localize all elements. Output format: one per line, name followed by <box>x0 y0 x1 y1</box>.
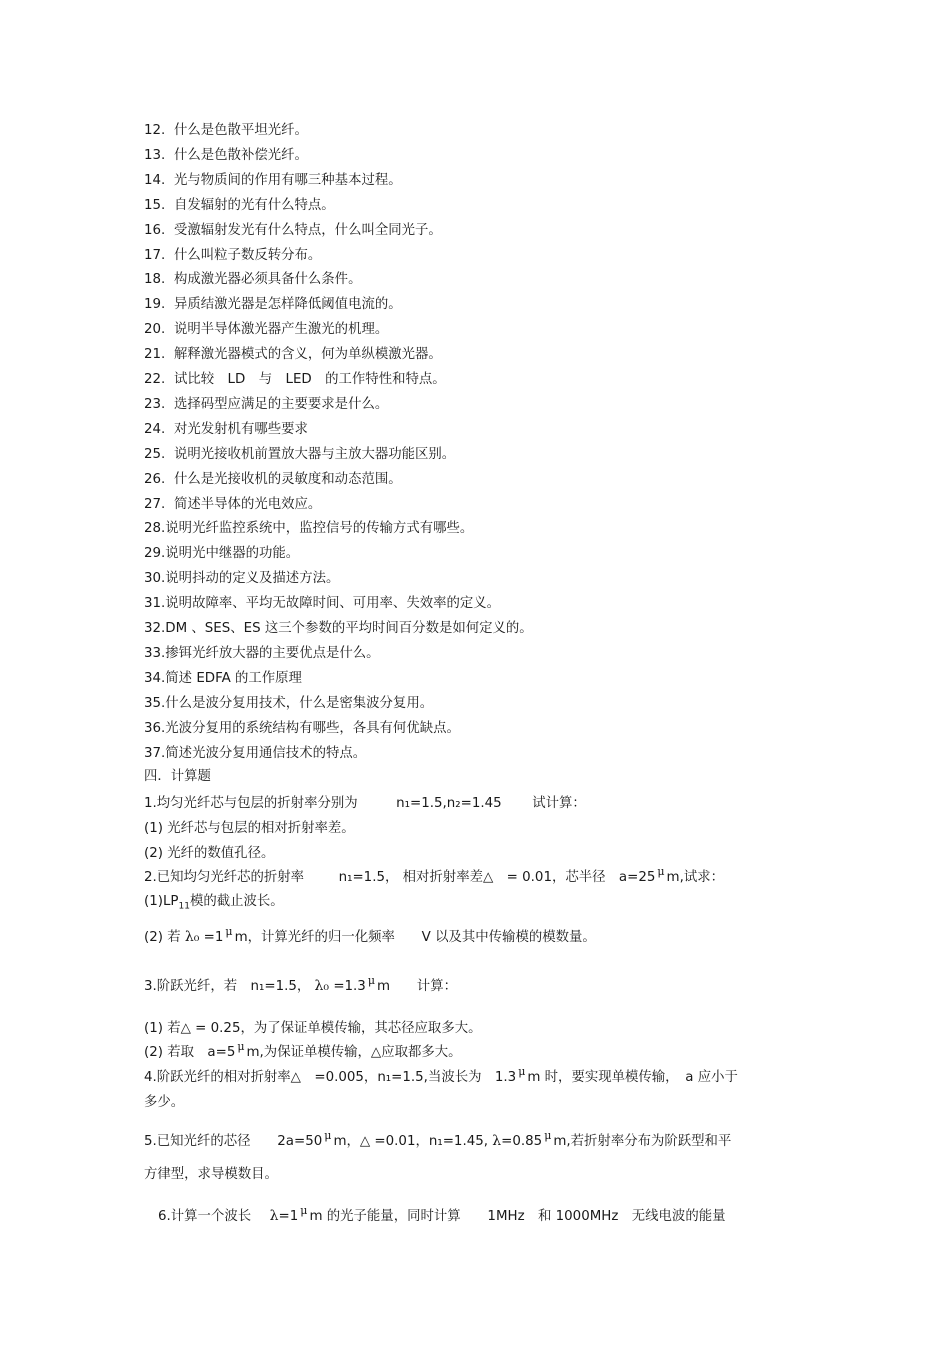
question-text: 光与物质间的作用有哪三种基本过程。 <box>174 172 402 188</box>
question-text: 说明半导体激光器产生激光的机理。 <box>174 322 389 338</box>
question-number: 20. <box>144 322 166 338</box>
question-item <box>144 173 402 189</box>
problem-5-continued: 方律型，求导模数目。 <box>144 1167 278 1182</box>
question-text: 说明抖动的定义及描述方法。 <box>165 571 340 587</box>
question-item <box>144 721 460 737</box>
question-item <box>144 521 473 537</box>
question-text: 说明光中继器的功能。 <box>165 546 300 562</box>
question-number: 26. <box>144 471 166 487</box>
question-number: 23. <box>144 396 166 412</box>
question-item <box>144 372 446 388</box>
question-text: 选择码型应满足的主要要求是什么。 <box>174 396 389 412</box>
question-text: DM 、SES、ES 这三个参数的平均时间百分数是如何定义的。 <box>165 621 533 636</box>
question-item <box>144 422 308 438</box>
question-number: 28. <box>144 521 166 537</box>
question-text: 什么是波分复用技术，什么是密集波分复用。 <box>165 695 434 711</box>
mu-symbol: μ <box>300 1204 308 1217</box>
question-item <box>144 571 339 587</box>
question-number: 12. <box>144 123 166 138</box>
problem-1: 1.均匀光纤芯与包层的折射率分别为 n₁=1.5,n₂=1.45 试计算： <box>144 796 586 811</box>
question-number: 33. <box>144 645 166 661</box>
question-text: 试比较 LD 与 LED 的工作特性和特点。 <box>174 372 446 387</box>
question-item <box>144 148 308 164</box>
problem-1-part-2: (2) 光纤的数值孔径。 <box>144 846 275 861</box>
question-number: 35. <box>144 695 166 711</box>
question-number: 27. <box>144 496 166 512</box>
question-number: 19. <box>144 297 166 313</box>
problem-2: 2.已知均匀光纤芯的折射率 n₁=1.5， 相对折射率差△ = 0.01，芯半径 a=25 $^\mu$ m,试求： <box>144 865 725 885</box>
question-number: 36. <box>144 720 166 736</box>
question-text: 什么是光接收机的灵敏度和动态范围。 <box>174 471 402 487</box>
mu-symbol: μ <box>657 865 665 878</box>
lambda-symbol: λ <box>269 1208 279 1224</box>
question-text: 异质结激光器是怎样降低阈值电流的。 <box>174 297 402 313</box>
question-item <box>144 746 366 762</box>
question-item <box>144 497 321 513</box>
question-item <box>144 447 455 463</box>
question-item <box>144 272 361 288</box>
question-number: 31. <box>144 596 166 612</box>
problem-3-part-1: (1) 若△ = 0.25，为了保证单模传输，其芯径应取多大。 <box>144 1021 482 1036</box>
question-number: 24. <box>144 421 166 437</box>
mu-symbol: μ <box>544 1129 552 1142</box>
question-number: 29. <box>144 546 166 562</box>
question-text: 简述半导体的光电效应。 <box>174 496 322 512</box>
question-text: 对光发射机有哪些要求 <box>174 421 308 437</box>
question-number: 22. <box>144 372 166 387</box>
question-number: 15. <box>144 197 166 213</box>
question-item <box>144 646 380 662</box>
mu-symbol: μ <box>367 974 375 987</box>
question-text: 说明光纤监控系统中，监控信号的传输方式有哪些。 <box>165 521 474 537</box>
question-number: 25. <box>144 446 166 462</box>
question-text: 光波分复用的系统结构有哪些，各具有何优缺点。 <box>165 720 460 736</box>
question-number: 17. <box>144 247 166 263</box>
question-number: 14. <box>144 172 166 188</box>
question-text: 说明光接收机前置放大器与主放大器功能区别。 <box>174 446 456 462</box>
question-text: 自发辐射的光有什么特点。 <box>174 197 335 213</box>
question-text: 简述 EDFA 的工作原理 <box>165 670 302 686</box>
question-text: 受激辐射发光有什么特点，什么叫全同光子。 <box>174 222 442 238</box>
question-item <box>144 123 308 139</box>
question-item <box>144 696 433 712</box>
question-number: 37. <box>144 745 166 761</box>
question-item <box>144 397 388 413</box>
question-item <box>144 472 402 488</box>
mu-symbol: μ <box>225 925 233 938</box>
question-number: 32. <box>144 621 166 636</box>
question-text: 什么是色散补偿光纤。 <box>174 147 308 163</box>
question-item <box>144 297 402 313</box>
problem-3-part-2: (2) 若取 a=5 $^\mu$ m,为保证单模传输，△应取都多大。 <box>144 1040 462 1060</box>
question-item <box>144 248 321 264</box>
lambda-symbol: λ <box>492 1133 502 1149</box>
question-item <box>144 671 302 687</box>
question-item <box>144 621 533 637</box>
question-item <box>144 223 442 239</box>
question-number: 16. <box>144 222 166 238</box>
problem-1-part-1: (1) 光纤芯与包层的相对折射率差。 <box>144 821 355 836</box>
question-number: 30. <box>144 571 166 587</box>
question-item <box>144 322 388 338</box>
question-item <box>144 198 335 214</box>
mu-symbol: μ <box>324 1129 332 1142</box>
problem-2-part-2: (2) 若 λ₀ =1 $^\mu$ m，计算光纤的归一化频率 V 以及其中传输模的模数量。 <box>144 925 596 945</box>
question-text: 解释激光器模式的含义，何为单纵模激光器。 <box>174 347 442 363</box>
question-text: 什么叫粒子数反转分布。 <box>174 247 322 263</box>
problem-5: 5.已知光纤的芯径 2a=50 $^\mu$ m，△ =0.01，n₁=1.45, λ=0.85 $^\mu$ m,若折射率分布为阶跃型和平 <box>144 1129 732 1149</box>
question-number: 34. <box>144 670 166 686</box>
question-text: 简述光波分复用通信技术的特点。 <box>165 745 367 761</box>
lambda-zero-symbol: λ₀ <box>314 978 330 994</box>
mu-symbol: μ <box>237 1040 245 1053</box>
problem-6: 6.计算一个波长 λ=1 $^\mu$ m 的光子能量，同时计算 1MHz 和 1000MHz 无线电波的能量 <box>158 1204 726 1224</box>
question-text: 什么是色散平坦光纤。 <box>174 123 308 138</box>
question-item <box>144 596 500 612</box>
problem-2-part-1: $(1)LP_{11}$模的截止波长。 <box>144 894 284 912</box>
mu-symbol: μ <box>518 1065 526 1078</box>
question-text: 说明故障率、平均无故障时间、可用率、失效率的定义。 <box>165 596 501 612</box>
question-number: 18. <box>144 272 166 288</box>
question-item <box>144 347 442 363</box>
problem-3: 3.阶跃光纤，若 n₁=1.5， λ₀ =1.3 $^\mu$ m 计算： <box>144 974 457 994</box>
section-title: 四．计算题 <box>144 769 211 784</box>
question-text: 掺铒光纤放大器的主要优点是什么。 <box>165 645 380 661</box>
question-number: 21. <box>144 347 166 363</box>
problem-4: 4.阶跃光纤的相对折射率△ =0.005，n₁=1.5,当波长为 1.3 $^\mu$ m 时，要实现单模传输， a 应小于 <box>144 1065 738 1085</box>
lambda-zero-symbol: λ₀ <box>184 929 200 945</box>
problem-4-continued: 多少。 <box>144 1095 185 1110</box>
question-number: 13. <box>144 147 166 163</box>
question-text: 构成激光器必须具备什么条件。 <box>174 272 362 288</box>
question-item <box>144 546 299 562</box>
